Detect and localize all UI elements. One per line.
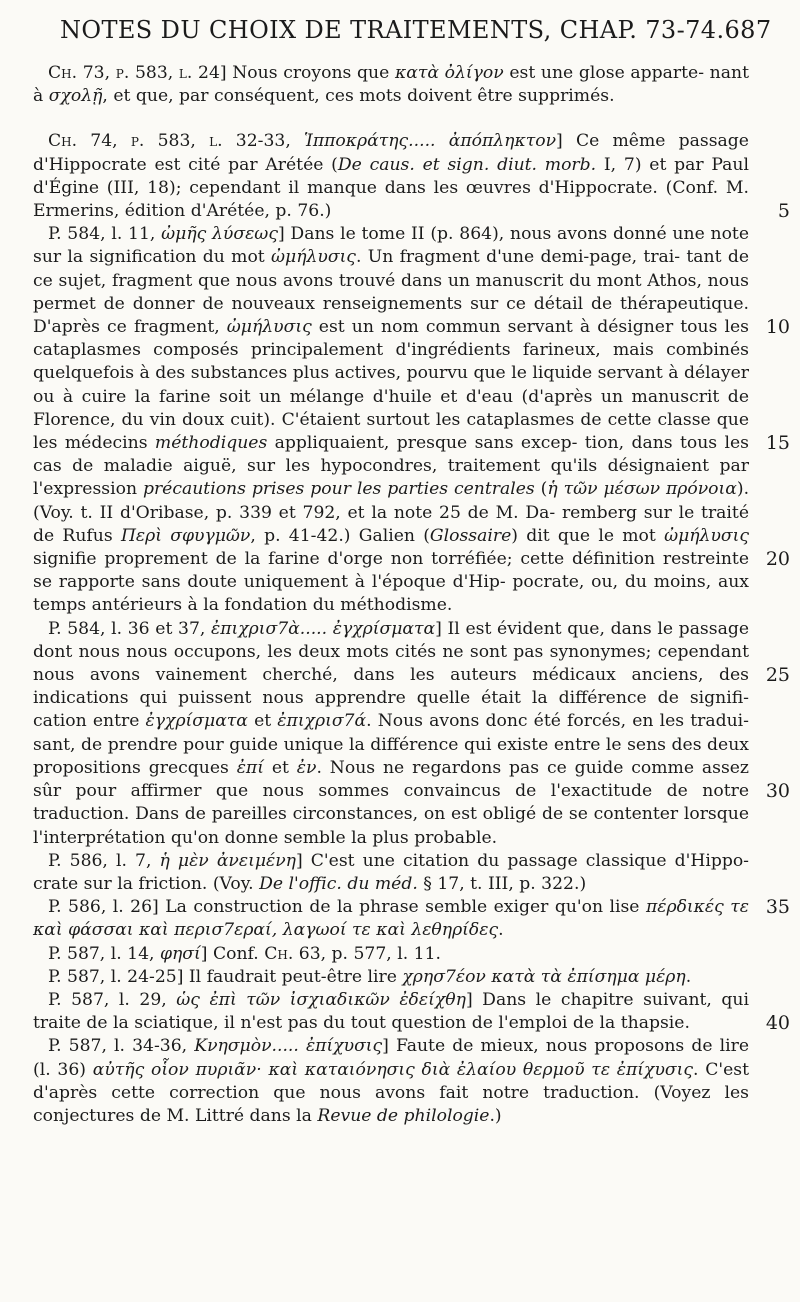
note-text: P. 584, l. 36 et 37, xyxy=(48,618,211,639)
note-text: 63, p. 577, l. 11. xyxy=(293,943,441,964)
note-paragraph xyxy=(33,966,749,989)
greek-text: ὠμήλυσις xyxy=(271,247,356,268)
chapter-ref: Ch. xyxy=(264,943,294,964)
note-text: ) dit que le mot xyxy=(511,525,665,546)
note-paragraph xyxy=(33,130,749,223)
greek-text: σχολῇ xyxy=(48,86,103,107)
note-text: P. 586, l. 26] La construction de la phrase semble exiger qu'on lise xyxy=(48,897,646,918)
note-text: ] Dans le tome II (p. 864), nous avons donné une note sur la signification du mot xyxy=(33,224,749,268)
greek-text: ὠμήλυσις xyxy=(226,317,312,338)
note-text: § 17, t. III, p. 322.) xyxy=(417,873,587,894)
greek-text: κατὰ ὀλίγον xyxy=(394,63,504,83)
note-text: ] Il est évident que, dans le passage dont nous nous occupons, les deux mots cités ne sont pas synonymes; cependant nous avons vainement cherché, dans les auteurs médicaux anciens, des indications qui puissent nous apprendre quelle était la différence de signifi- cation entre xyxy=(33,618,749,732)
italic-text: Revue de philologie xyxy=(317,1105,490,1126)
note-text: ] Faute de mieux, nous proposons de lire (l. 36) xyxy=(33,1036,749,1080)
greek-text: πέρδικές τε καὶ φάσσαι καὶ περισ7εραί, λαγωοί τε καὶ λεθηρίδες xyxy=(33,897,749,941)
note-text: est un nom commun servant à désigner tous les cataplasmes composés principalement d'ingrédients farineux, mais combinés quelquefois à des substances plus actives, pourvu que le liquide servant à délayer ou à cuire la farine soit un mélange d'huile et d'eau (d'après un manuscrit de Florence, du vin doux cuit). C'étaient surtout les cataplasmes de cette classe que les médecins xyxy=(33,317,749,454)
line-number: 40 xyxy=(765,1011,790,1034)
greek-text: φησί xyxy=(159,943,201,964)
note-text: ). (Voy. t. II d'Oribase, p. 339 et 792, et la note 25 de M. Da- remberg sur le traité de Rufus xyxy=(33,479,750,546)
italic-text: De caus. et sign. diut. morb. xyxy=(337,154,597,175)
note-text: .) xyxy=(489,1105,502,1126)
note-text: . C'est d'après cette correction que nous avons fait notre traduction. (Voyez les conjectures de M. Littré dans la xyxy=(33,1059,749,1126)
greek-text: ὠμῆς λύσεως xyxy=(161,224,278,245)
greek-text: ἐπί xyxy=(236,757,264,778)
note-text: , p. 41-42.) Galien ( xyxy=(250,525,430,546)
line-number: 35 xyxy=(765,895,790,918)
note-text: ( xyxy=(534,479,548,500)
greek-text: αὐτῆς οἷον πυριᾶν· καὶ καταιόνησις διὰ ἐλαίου θερμοῦ τε ἐπίχυσις xyxy=(92,1059,694,1080)
chapter-ref: Ch. 73, p. 583, l. 24] xyxy=(48,63,233,83)
note-text: ] Dans le chapitre suivant, qui traite de la sciatique, il n'est pas du tout question de l'emploi de la thapsie. xyxy=(33,989,750,1034)
paragraph-gap xyxy=(33,108,749,130)
greek-text: ἐπιχρισ7ά xyxy=(277,711,367,732)
note-paragraph xyxy=(33,618,749,850)
note-text: appliquaient, presque sans excep- tion, dans tous les cas de maladie aiguë, sur les hypocondres, traitement qu'ils désignaient par l'expression xyxy=(33,433,749,500)
note-paragraph xyxy=(33,896,749,942)
line-numbers-margin xyxy=(752,62,796,1282)
note-text: signifie proprement de la farine d'orge non torréfiée; cette définition restreinte se rapporte sans doute uniquement à l'époque d'Hip- pocrate, ou, du moins, aux temps antérieurs à la fondation du méthodisme. xyxy=(33,549,749,616)
note-paragraph xyxy=(33,850,749,896)
note-paragraph xyxy=(33,1035,749,1128)
note-text: P. 587, l. 34-36, xyxy=(48,1036,195,1057)
note-text: ] C'est une citation du passage classique d'Hippo- crate sur la friction. (Voy. xyxy=(33,850,749,894)
greek-text: ἐπιχρισ7ὰ..... ἐγχρίσματα xyxy=(211,618,436,639)
notes-body xyxy=(33,62,749,1128)
greek-text: ἡ τῶν μέσων πρόνοια xyxy=(547,479,737,500)
note-text: P. 587, l. 14, xyxy=(48,943,160,964)
greek-text: Περὶ σφυγμῶν xyxy=(120,525,251,546)
note-text: est une glose apparte- nant à xyxy=(33,63,749,107)
italic-text: De l'offic. du méd. xyxy=(259,873,418,894)
note-text: . Nous avons donc été forcés, en les tradui- sant, de prendre pour guide unique la différence qui existe entre le sens des deux propositions grecques xyxy=(33,711,749,778)
line-number: 15 xyxy=(765,431,790,454)
greek-text: ὠμήλυσις xyxy=(664,525,749,546)
italic-text: précautions prises pour les parties centrales xyxy=(142,479,535,500)
note-text: Nous croyons que xyxy=(232,63,395,83)
note-text: P. 587, l. 29, xyxy=(48,989,177,1010)
note-text: . xyxy=(498,920,504,941)
greek-text: ὡς ἐπὶ τῶν ἰσχιαδικῶν ἐδείχθη xyxy=(176,989,466,1010)
line-number: 5 xyxy=(777,199,790,222)
line-number: 25 xyxy=(765,663,790,686)
italic-text: Glossaire xyxy=(429,525,512,546)
note-paragraph xyxy=(33,62,749,108)
note-text: . Nous ne regardons pas ce guide comme assez sûr pour affirmer que nous sommes convaincus de l'exactitude de notre traduction. Dans de pareilles circonstances, on est obligé de se contenter lorsque l'interprétation qu'on donne semble la plus probable. xyxy=(33,757,749,848)
note-paragraph xyxy=(33,989,749,1035)
note-text: . Un fragment d'une demi-page, trai- tant de ce sujet, fragment que nous avons trouvé dans un manuscrit du mont Athos, nous permet de donner de nouveaux renseignements sur ce détail de thérapeutique. D'après ce fragment, xyxy=(33,247,750,338)
running-title: NOTES DU CHOIX DE TRAITEMENTS, CHAP. 73-74. xyxy=(60,16,725,44)
note-text: I, 7) et par Paul d'Égine (III, 18); cependant il manque dans les œuvres d'Hippocrate. (Conf. M. Ermerins, édition d'Arétée, p. 76.) xyxy=(33,154,749,222)
greek-text: χρησ7έον κατὰ τὰ ἐπίσημα μέρη xyxy=(402,966,686,987)
line-number: 30 xyxy=(765,779,790,802)
note-paragraph xyxy=(33,223,749,617)
note-text: et xyxy=(247,711,278,732)
note-text: . xyxy=(685,966,692,987)
page-number: 687 xyxy=(724,16,772,44)
greek-text: ἐν xyxy=(296,757,317,778)
chapter-ref: Ch. 74, p. 583, l. 32-33, xyxy=(48,131,305,152)
line-number: 10 xyxy=(765,315,790,338)
greek-text: ἐγχρίσματα xyxy=(145,711,248,732)
greek-text: ἡ μὲν ἀνειμένη xyxy=(159,850,296,871)
note-text: et xyxy=(263,757,297,778)
greek-text: Ἱπποκράτης..... ἀπόπληκτον xyxy=(304,131,557,152)
note-text: P. 587, l. 24-25] Il faudrait peut-être lire xyxy=(48,966,403,987)
note-text: ] Conf. xyxy=(200,943,265,964)
greek-text: Κνησμὸν..... ἐπίχυσις xyxy=(194,1036,383,1057)
note-paragraph xyxy=(33,943,749,966)
line-number: 20 xyxy=(765,547,790,570)
note-text: ] Ce même passage d'Hippocrate est cité par Arétée ( xyxy=(33,131,749,175)
italic-text: méthodiques xyxy=(154,433,268,454)
running-header xyxy=(60,16,772,44)
note-text: P. 584, l. 11, xyxy=(48,224,162,245)
note-text: P. 586, l. 7, xyxy=(48,850,160,871)
note-text: , et que, par conséquent, ces mots doivent être supprimés. xyxy=(102,86,615,107)
